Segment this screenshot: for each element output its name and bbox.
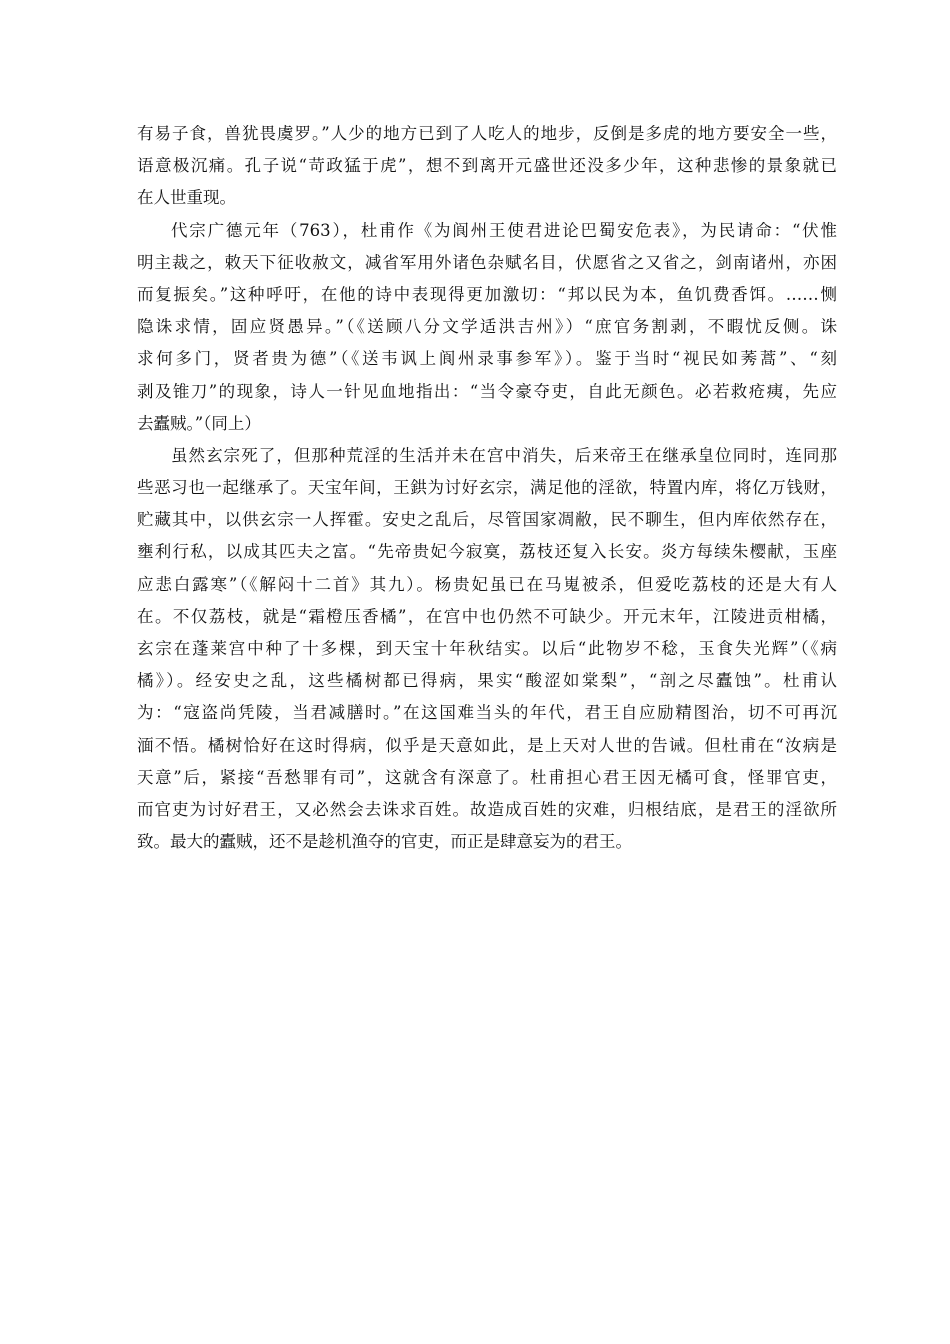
text-line: 在人世重现。	[137, 188, 236, 208]
text-line: 致。最大的蠹贼，还不是趁机渔夺的官吏，而正是肆意妄为的君王。	[137, 832, 632, 852]
text-line: 明主裁之，敕天下征收赦文，减省军用外诸色杂赋名目，伏愿省之又省之，剑南诸州，亦困	[137, 252, 837, 272]
text-line: 玄宗在蓬莱宫中种了十多棵，到天宝十年秋结实。以后“此物岁不稔，玉食失光辉”（《病	[137, 639, 837, 658]
text-line: 隐诛求情，固应贤愚异。”（《送顾八分文学适洪吉州》）“庶官务割剥，不暇忧反侧。诛	[137, 317, 837, 337]
text-line: 有易子食，兽犹畏虞罗。”人少的地方已到了人吃人的地步，反倒是多虎的地方要安全一些，	[137, 124, 837, 143]
text-line: 去蠹贼。”（同上）	[137, 413, 261, 433]
text-line: 应悲白露寒”（《解闷十二首》其九）。杨贵妃虽已在马嵬被杀，但爱吃荔枝的还是大有人	[137, 574, 837, 594]
text-line: 代宗广德元年（763），杜甫作《为阆州王使君进论巴蜀安危表》，为民请命：“伏惟	[171, 220, 837, 240]
text-line: 在。不仅荔枝，就是“霜橙压香橘”，在宫中也仍然不可缺少。开元末年，江陵进贡柑橘，	[137, 606, 837, 626]
text-line: 湎不悟。橘树恰好在这时得病，似乎是天意如此，是上天对人世的告诫。但杜甫在“汝病是	[137, 735, 837, 755]
body-text	[137, 118, 837, 858]
text-line: 贮藏其中，以供玄宗一人挥霍。安史之乱后，尽管国家凋敝，民不聊生，但内库依然存在，	[137, 510, 837, 530]
text-line: 虽然玄宗死了，但那种荒淫的生活并未在宫中消失，后来帝王在继承皇位同时，连同那	[171, 445, 837, 465]
paragraph-3	[137, 440, 837, 858]
text-line: 为：“寇盗尚凭陵，当君减膳时。”在这国难当头的年代，君王自应励精图治，切不可再沉	[137, 703, 837, 723]
paragraph-2	[137, 215, 837, 440]
text-line: 而官吏为讨好君王，又必然会去诛求百姓。故造成百姓的灾难，归根结底，是君王的淫欲所	[137, 799, 837, 819]
text-line: 天意”后，紧接“吾愁罪有司”，这就含有深意了。杜甫担心君王因无橘可食，怪罪官吏，	[137, 767, 837, 787]
text-line: 语意极沉痛。孔子说“苛政猛于虎”，想不到离开元盛世还没多少年，这种悲惨的景象就已	[137, 156, 837, 176]
text-line: 壅利行私，以成其匹夫之富。“先帝贵妃今寂寞，荔枝还复入长安。炎方每续朱樱献，玉座	[137, 542, 837, 562]
text-line: 橘》）。经安史之乱，这些橘树都已得病，果实“酸涩如棠梨”，“剖之尽蠹蚀”。杜甫认	[137, 671, 837, 691]
text-line: 而复振矣。”这种呼吁，在他的诗中表现得更加激切：“邦以民为本，鱼饥费香饵。……恻	[137, 284, 837, 304]
text-line: 些恶习也一起继承了。天宝年间，王鉷为讨好玄宗，满足他的淫欲，特置内库，将亿万钱财，	[137, 478, 837, 498]
text-line: 剥及锥刀”的现象，诗人一针见血地指出：“当令豪夺吏，自此无颜色。必若救疮痍，先应	[137, 381, 837, 401]
text-line: 求何多门，贤者贵为德”（《送韦讽上阆州录事参军》）。鉴于当时“视民如莠蒿”、“刻	[137, 349, 837, 369]
paragraph-1	[137, 118, 837, 215]
